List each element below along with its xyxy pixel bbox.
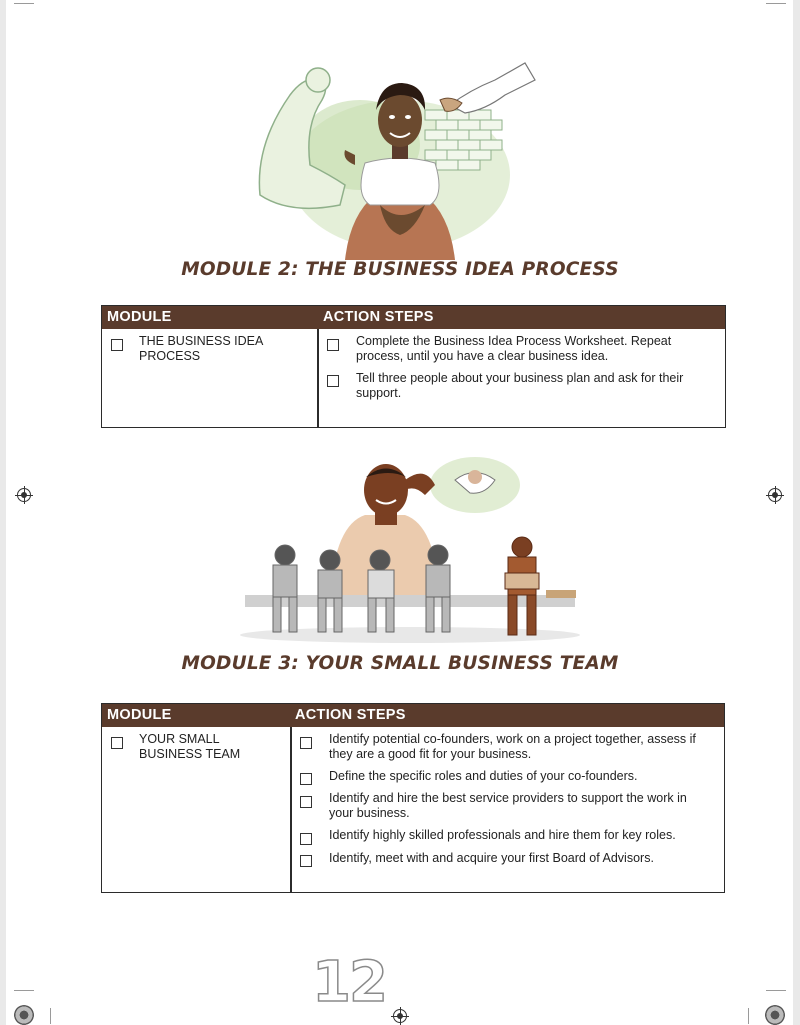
step-4-text: Identify highly skilled professionals and hire them for key roles. <box>329 828 676 842</box>
module-2-title: MODULE 2: THE BUSINESS IDEA PROCESS <box>181 259 619 280</box>
crop-mark <box>50 1008 51 1024</box>
registration-target-icon <box>765 1005 785 1025</box>
module-3-table <box>101 703 725 893</box>
step-1-text: Complete the Business Idea Process Worksheet. Repeat process, until you have a clear business idea. <box>356 334 672 363</box>
crop-mark <box>766 3 786 4</box>
module-name: THE BUSINESS IDEA PROCESS <box>139 334 263 363</box>
page-number: 12 <box>312 950 386 1015</box>
crop-mark <box>748 1008 749 1024</box>
registration-mark-icon <box>17 488 31 502</box>
module-name: YOUR SMALL BUSINESS TEAM <box>139 732 241 761</box>
module-column-header: MODULE <box>107 707 172 723</box>
column-divider <box>317 329 319 427</box>
step-2-checkbox[interactable] <box>327 375 339 387</box>
crop-mark <box>14 3 34 4</box>
step-2-checkbox[interactable] <box>300 773 312 785</box>
step-3-checkbox[interactable] <box>300 796 312 808</box>
module-checkbox[interactable] <box>111 339 123 351</box>
step-2-text: Define the specific roles and duties of your co-founders. <box>329 769 638 783</box>
step-5-text: Identify, meet with and acquire your first Board of Advisors. <box>329 851 654 865</box>
step-3-text: Identify and hire the best service providers to support the work in your business. <box>329 791 687 820</box>
module-column-header: MODULE <box>107 309 172 325</box>
step-5-checkbox[interactable] <box>300 855 312 867</box>
module-3-title: MODULE 3: YOUR SMALL BUSINESS TEAM <box>181 653 619 674</box>
table-header <box>102 704 724 727</box>
table-header <box>102 306 725 329</box>
crop-mark <box>766 990 786 991</box>
step-1-text: Identify potential co-founders, work on a project together, assess if they are a good fit for your business. <box>329 732 696 761</box>
step-4-checkbox[interactable] <box>300 833 312 845</box>
module-2-table <box>101 305 726 428</box>
column-divider <box>290 727 292 892</box>
step-1-checkbox[interactable] <box>327 339 339 351</box>
action-steps-column-header: ACTION STEPS <box>295 707 406 723</box>
business-team-illustration <box>240 455 585 645</box>
crop-mark <box>14 990 34 991</box>
module-checkbox[interactable] <box>111 737 123 749</box>
registration-mark-icon <box>768 488 782 502</box>
registration-target-icon <box>14 1005 34 1025</box>
action-steps-column-header: ACTION STEPS <box>323 309 434 325</box>
step-2-text: Tell three people about your business plan and ask for their support. <box>356 371 684 400</box>
step-1-checkbox[interactable] <box>300 737 312 749</box>
registration-mark-icon <box>393 1009 407 1023</box>
business-idea-illustration <box>250 55 540 260</box>
